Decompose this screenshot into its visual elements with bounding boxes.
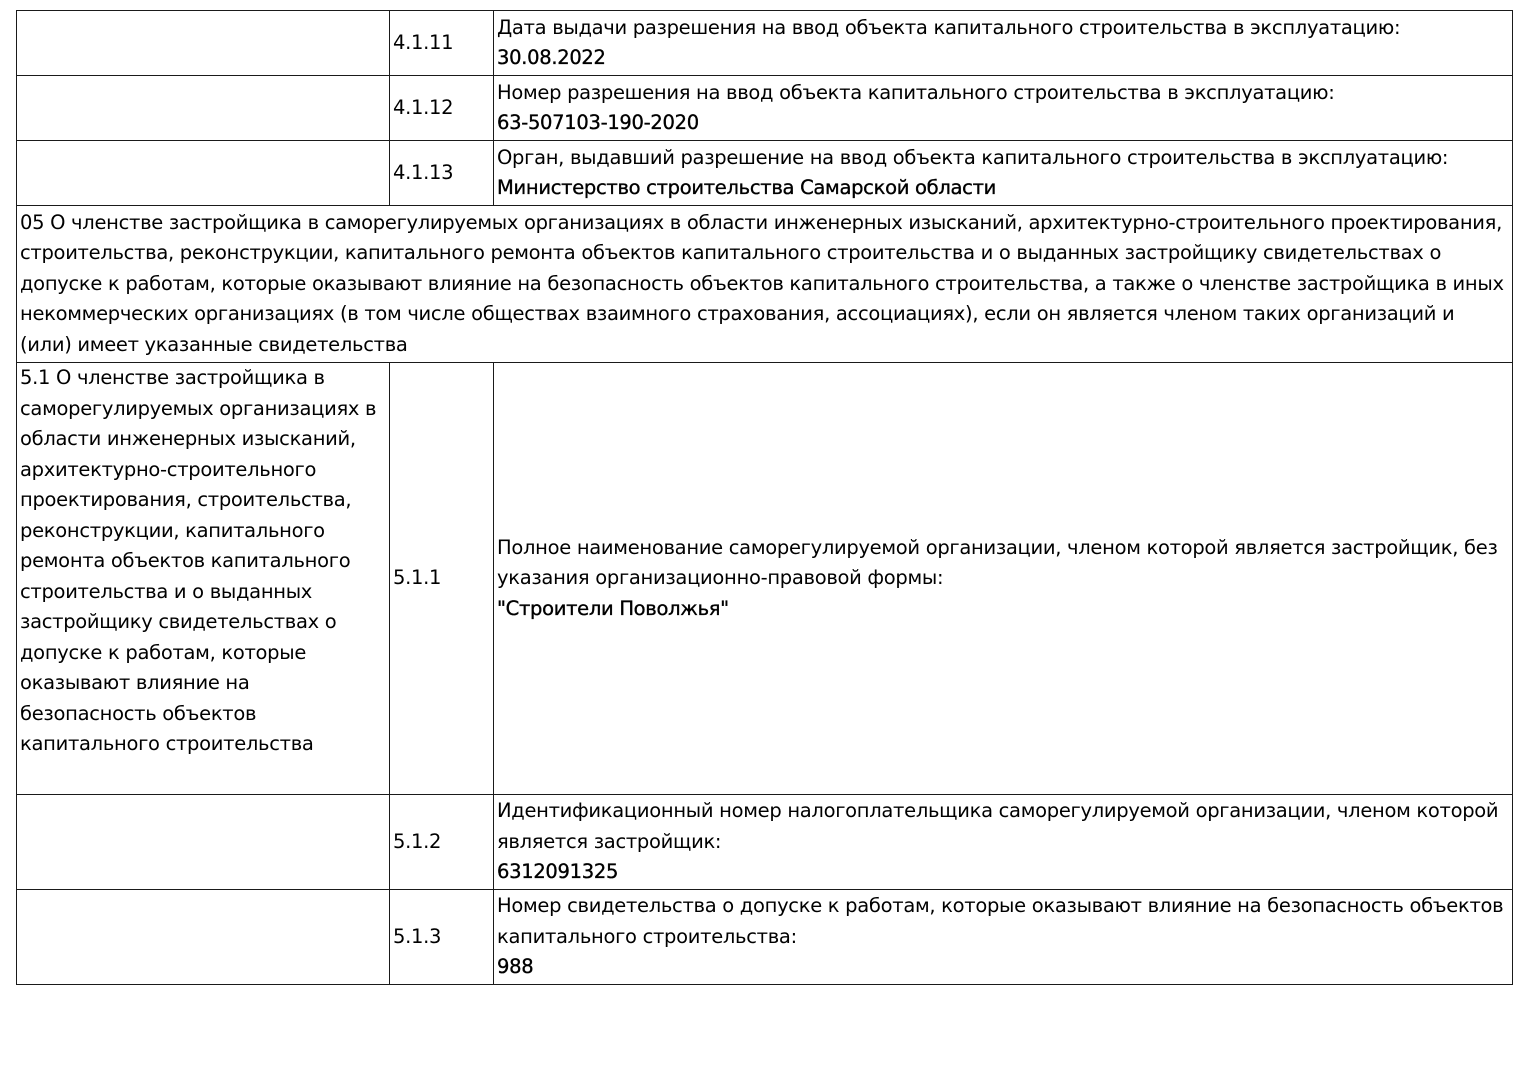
- item-content: [494, 76, 1513, 141]
- section-cell: [17, 795, 390, 890]
- item-number: 4.1.11: [390, 11, 494, 76]
- item-value: 30.08.2022: [497, 46, 606, 69]
- item-number: 4.1.12: [390, 76, 494, 141]
- item-content: [494, 890, 1513, 985]
- table-row-5-1-2: [17, 795, 1513, 890]
- table-row-4-1-13: [17, 141, 1513, 206]
- table-row-4-1-12: [17, 76, 1513, 141]
- item-label: Номер разрешения на ввод объекта капитального строительства в эксплуатацию:: [497, 80, 1335, 104]
- item-number: 5.1.3: [390, 890, 494, 985]
- table-row-5-1-3: [17, 890, 1513, 985]
- item-number: 5.1.2: [390, 795, 494, 890]
- section-cell: [17, 141, 390, 206]
- item-label: Орган, выдавший разрешение на ввод объекта капитального строительства в эксплуатацию:: [497, 145, 1449, 169]
- item-content: [494, 795, 1513, 890]
- table-row-4-1-11: [17, 11, 1513, 76]
- developer-declaration-table: [16, 10, 1513, 985]
- item-content: [494, 11, 1513, 76]
- item-label: Номер свидетельства о допуске к работам, которые оказывают влияние на безопасность объектов капитального строительства:: [497, 894, 1504, 948]
- section-05-row: [17, 206, 1513, 363]
- section-cell: [17, 890, 390, 985]
- item-content: [494, 141, 1513, 206]
- item-number: 4.1.13: [390, 141, 494, 206]
- table-row-5-1-1: [17, 363, 1513, 795]
- item-label: Полное наименование саморегулируемой организации, членом которой является застройщик, без указания организационно-правовой формы:: [497, 535, 1498, 590]
- subsection-5-1-title: 5.1 О членстве застройщика в саморегулируемых организациях в области инженерных изысканий, архитектурно-строительного проектирования, строительства, реконструкции, капитального ремонта объектов капитального строительства и о выданных застройщику свидетельствах о допуске к работам, которые оказывают влияние на безопасность объектов капитального строительства: [17, 363, 390, 795]
- item-value: 988: [497, 955, 534, 979]
- item-value: Министерство строительства Самарской области: [497, 176, 996, 199]
- item-value: 63-507103-190-2020: [497, 111, 699, 134]
- item-label: Идентификационный номер налогоплательщика саморегулируемой организации, членом которой является застройщик:: [497, 799, 1499, 853]
- item-label: Дата выдачи разрешения на ввод объекта капитального строительства в эксплуатацию:: [497, 15, 1401, 39]
- item-value: "Строители Поволжья": [497, 596, 729, 620]
- item-value: 6312091325: [497, 860, 619, 884]
- section-cell: [17, 76, 390, 141]
- section-cell: [17, 11, 390, 76]
- item-number: 5.1.1: [390, 363, 494, 795]
- section-05-heading: 05 О членстве застройщика в саморегулируемых организациях в области инженерных изысканий, архитектурно-строительного проектирования, строительства, реконструкции, капитального ремонта объектов капитального строительства и о выданных застройщику свидетельствах о допуске к работам, которые оказывают влияние на безопасность объектов капитального строительства, а также о членстве застройщика в иных некоммерческих организациях (в том числе обществах взаимного страхования, ассоциациях), если он является членом таких организаций и (или) имеет указанные свидетельства: [17, 206, 1513, 363]
- item-content: [494, 363, 1513, 795]
